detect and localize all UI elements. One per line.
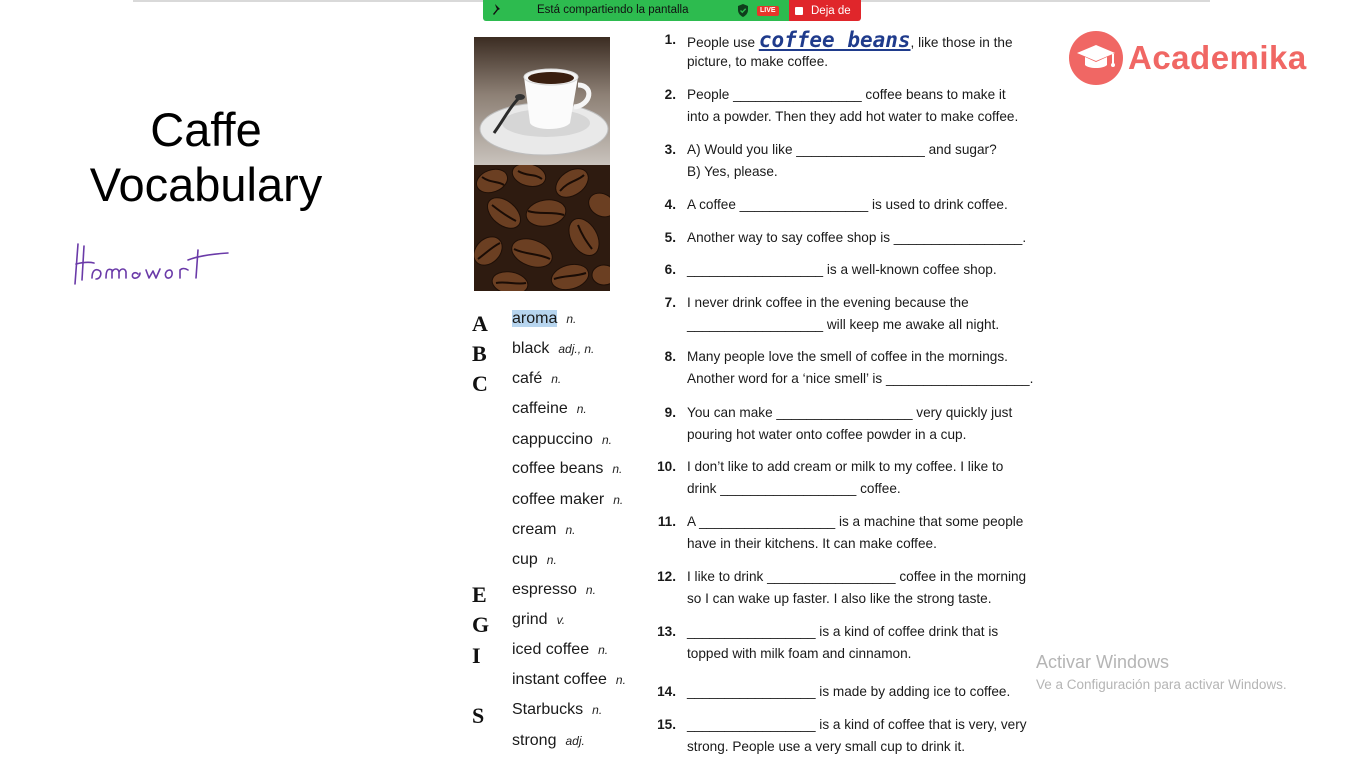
vocab-item <box>512 671 626 689</box>
vocab-item <box>512 400 587 418</box>
question-text: _________________ is made by adding ice to coffee. <box>687 684 1011 699</box>
question-number: 1. <box>664 32 676 47</box>
question-number: 11. <box>657 514 676 529</box>
vocab-word: strong <box>512 732 557 749</box>
question-text: A coffee _________________ is used to drink coffee. <box>687 197 1008 212</box>
vocab-word: espresso <box>512 581 577 598</box>
handwritten-homework-note <box>72 240 238 288</box>
vocab-item <box>512 551 557 569</box>
question-number: 7. <box>664 295 676 310</box>
academika-logo <box>1069 31 1307 85</box>
index-letter: B <box>472 341 487 366</box>
question-number: 4. <box>664 197 676 212</box>
question-number: 15. <box>657 717 676 732</box>
vocab-pos: n. <box>585 583 596 597</box>
question-number: 3. <box>664 142 676 157</box>
question-number: 2. <box>664 87 676 102</box>
question-text: Another word for a ‘nice smell’ is ___________________. <box>687 371 1034 386</box>
vocab-word: instant coffee <box>512 671 607 688</box>
question-text: __________________ is a well-known coffee shop. <box>687 262 997 277</box>
question-text: __________________ will keep me awake all night. <box>687 317 1000 332</box>
question-text: I like to drink _________________ coffee in the morning <box>687 569 1027 584</box>
activation-watermark-title: Activar Windows <box>1036 652 1170 672</box>
vocab-word: grind <box>512 611 548 628</box>
index-letter: I <box>472 643 481 668</box>
index-letter: A <box>472 311 488 336</box>
coffee-cup-photo <box>474 37 610 165</box>
question-text: _________________ is a kind of coffee that is very, very <box>687 717 1027 732</box>
question-number: 8. <box>664 349 676 364</box>
vocab-word: café <box>512 370 543 387</box>
vocab-pos: n. <box>601 433 612 447</box>
slide-title-line-1: Caffe <box>150 103 262 156</box>
live-badge: LIVE <box>757 6 779 16</box>
handwritten-answer: coffee beans <box>758 28 911 52</box>
vocab-pos: n. <box>551 372 562 386</box>
question-text: B) Yes, please. <box>687 164 778 179</box>
vocab-pos: n. <box>546 553 557 567</box>
vocab-item <box>512 431 612 449</box>
coffee-beans-photo <box>474 165 610 291</box>
vocab-word: black <box>512 340 550 357</box>
index-letter: E <box>472 582 487 607</box>
vocab-pos: n. <box>565 523 576 537</box>
vocab-pos: v. <box>556 613 566 627</box>
question-text: picture, to make coffee. <box>687 54 829 69</box>
vocab-word: coffee maker <box>512 491 605 508</box>
vocab-pos: n. <box>613 493 624 507</box>
question-text: so I can wake up faster. I also like the strong taste. <box>687 591 992 606</box>
vocab-item <box>512 611 565 629</box>
question-text: A __________________ is a machine that some people <box>687 514 1024 529</box>
index-letter: S <box>472 703 485 728</box>
question-number: 14. <box>657 684 676 699</box>
vocab-word: caffeine <box>512 400 568 417</box>
vocab-pos: n. <box>612 462 623 476</box>
vocab-word: Starbucks <box>512 701 584 718</box>
question-number: 13. <box>657 624 676 639</box>
slide-title <box>60 102 352 212</box>
question-text: I don’t like to add cream or milk to my coffee. I like to <box>687 459 1004 474</box>
question-text: , like those in the <box>910 35 1013 50</box>
share-status[interactable] <box>483 0 789 21</box>
vocab-pos: n. <box>576 402 587 416</box>
vocab-item <box>512 340 594 358</box>
question-text: People use <box>687 35 759 50</box>
question-text: have in their kitchens. It can make coffee. <box>687 536 937 551</box>
shield-icon <box>737 4 749 17</box>
question-text: Many people love the smell of coffee in the mornings. <box>687 349 1008 364</box>
question-text: _________________ is a kind of coffee drink that is <box>687 624 999 639</box>
question-text: Another way to say coffee shop is _________________. <box>687 230 1027 245</box>
vocab-word: iced coffee <box>512 641 590 658</box>
question-number: 5. <box>664 230 676 245</box>
stop-icon <box>795 7 803 15</box>
activation-watermark-subtitle: Ve a Configuración para activar Windows. <box>1036 677 1287 692</box>
vocab-word: coffee beans <box>512 460 604 477</box>
question-text: strong. People use a very small cup to drink it. <box>687 739 966 754</box>
question-number: 9. <box>664 405 676 420</box>
vocab-word: cappuccino <box>512 431 593 448</box>
vocab-item <box>512 581 596 599</box>
vocab-pos: adj. <box>565 734 585 748</box>
vocab-pos: n. <box>566 312 577 326</box>
vocab-item <box>512 310 576 328</box>
vocab-item <box>512 460 622 478</box>
stop-sharing-label: Deja de <box>811 4 851 17</box>
vocab-pos: n. <box>615 673 626 687</box>
vocab-item <box>512 641 608 659</box>
question-text: I never drink coffee in the evening because the <box>687 295 969 310</box>
question-number: 6. <box>664 262 676 277</box>
vocab-word: cup <box>512 551 538 568</box>
vocab-pos: n. <box>592 703 603 717</box>
question-text: You can make __________________ very quickly just <box>687 405 1013 420</box>
slide-title-line-2: Vocabulary <box>89 158 323 211</box>
vocab-word: cream <box>512 521 557 538</box>
vocab-item <box>512 701 602 719</box>
vocab-item <box>512 491 623 509</box>
vocab-pos: n. <box>598 643 609 657</box>
screen-share-bar <box>483 0 861 21</box>
graduation-cap-icon <box>1069 31 1123 85</box>
question-text: A) Would you like _________________ and sugar? <box>687 142 997 157</box>
question-text: People _________________ coffee beans to make it <box>687 87 1006 102</box>
logo-text: Academika <box>1128 39 1307 76</box>
vocab-item <box>512 521 575 539</box>
sharing-status-text: Está compartiendo la pantalla <box>537 4 689 16</box>
question-number: 12. <box>657 569 676 584</box>
vocab-item <box>512 732 585 750</box>
pin-icon[interactable] <box>491 3 503 17</box>
question-text: topped with milk foam and cinnamon. <box>687 646 912 661</box>
index-letter: C <box>472 371 488 396</box>
index-letter: G <box>472 612 490 637</box>
stop-sharing-button[interactable] <box>789 0 861 21</box>
vocab-word: aroma <box>512 310 558 327</box>
question-text: into a powder. Then they add hot water to make coffee. <box>687 109 1019 124</box>
question-number: 10. <box>657 459 676 474</box>
question-text: drink __________________ coffee. <box>687 481 901 496</box>
vocab-item <box>512 370 561 388</box>
question-text: pouring hot water onto coffee powder in a cup. <box>687 427 967 442</box>
vocab-pos: adj., n. <box>558 342 595 356</box>
